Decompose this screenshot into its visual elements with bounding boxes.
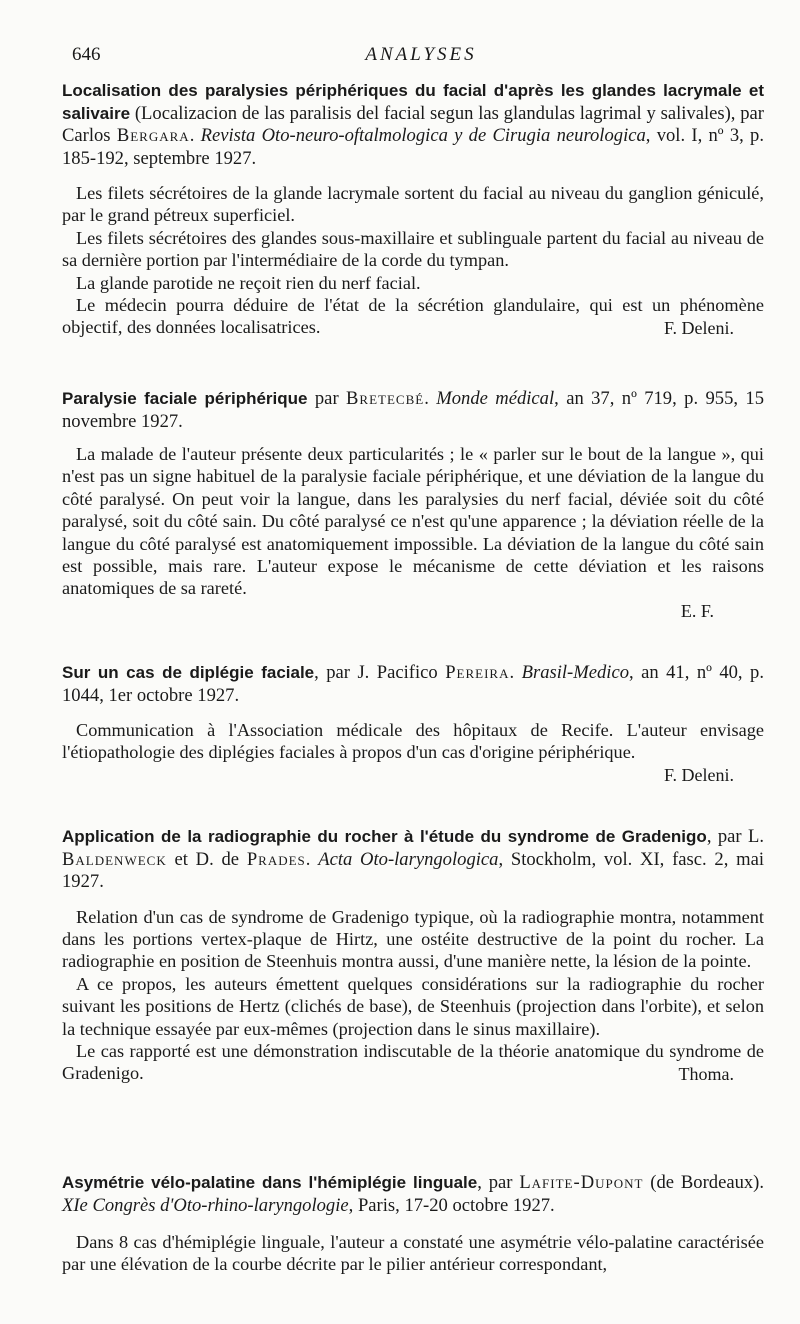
article-3 — [62, 662, 764, 786]
citation-text: , an 41, nº 40, p. 1044, 1er octobre 1927. — [62, 662, 764, 706]
citation-text: , par — [477, 1172, 520, 1193]
article-5 — [62, 1172, 764, 1276]
article-heading — [62, 80, 764, 170]
citation-text: (Localizacion de las paralisis del facial segun las glandulas lagrimal y salivales), par Carlos — [62, 102, 764, 146]
article-2 — [62, 388, 764, 622]
citation-text: . — [509, 662, 522, 683]
journal-name: Monde médical — [436, 388, 555, 409]
citation-text: , par L. — [706, 826, 764, 847]
article-heading — [62, 1172, 764, 1217]
article-paragraph: Les filets sécrétoires de la glande lacrymale sortent du facial au niveau du ganglion géniculé, par le grand pétreux superficiel. — [62, 183, 764, 226]
author-name: Prades — [246, 848, 306, 870]
article-4 — [62, 826, 764, 1085]
article-paragraph: Communication à l'Association médicale des hôpitaux de Recife. L'auteur envisage l'étiopathologie des diplégies faciales à propos d'un cas d'origine périphérique. — [62, 720, 764, 763]
article-paragraph: Les filets sécrétoires des glandes sous-maxillaire et sublinguale partent du facial au niveau de sa dernière portion par l'intermédiaire de la corde du tympan. — [62, 227, 764, 271]
author-name: Bergara — [116, 125, 190, 146]
article-heading — [62, 662, 764, 707]
article-paragraph: Le médecin pourra déduire de l'état de la sécrétion glandulaire, qui est un phénomène objectif, des données localisatrices. — [62, 295, 764, 338]
article-paragraph: A ce propos, les auteurs émettent quelques considérations sur la radiographie du rocher suivant les positions de Hertz (clichés de base), de Steenhuis (projection dans l'orbite), et selon la technique essayée par eux-mêmes (projection dans le sinus maxillaire). — [62, 973, 764, 1039]
citation-text: , Paris, 17-20 octobre 1927. — [348, 1194, 555, 1216]
journal-name: XIe Congrès d'Oto-rhino-laryngologie — [62, 1194, 349, 1216]
article-title: Sur un cas de diplégie faciale — [62, 663, 315, 682]
citation-text: et D. de — [166, 848, 247, 870]
article-signature: F. Deleni. — [663, 764, 734, 785]
article-title: Paralysie faciale périphérique — [62, 389, 308, 408]
citation-text: . — [424, 388, 437, 409]
page-number: 646 — [72, 44, 101, 65]
author-name: Pereira — [445, 662, 510, 683]
article-paragraph: La glande parotide ne reçoit rien du nerf facial. — [76, 272, 421, 293]
author-name: Lafite-Dupont — [519, 1172, 644, 1193]
article-signature: Thoma. — [678, 1063, 734, 1084]
citation-text: , an 37, nº 719, p. 955, 15 novembre 1927. — [62, 388, 765, 432]
journal-name: Revista Oto-neuro-oftalmologica y de Cirugia neurologica — [200, 125, 646, 146]
article-paragraph: Le cas rapporté est une démonstration indiscutable de la théorie anatomique du syndrome de Gradenigo. — [62, 1040, 764, 1084]
journal-name: Brasil-Medico — [521, 662, 629, 683]
citation-text: , Stockholm, vol. XI, fasc. 2, mai 1927. — [62, 848, 765, 892]
author-name: Bretecbé — [346, 388, 425, 409]
citation-text: (de Bordeaux). — [643, 1172, 765, 1193]
article-heading — [62, 388, 764, 433]
citation-text: , par J. Pacifico — [314, 662, 446, 683]
author-name: Baldenweck — [62, 848, 167, 870]
article-heading — [62, 826, 764, 894]
page-header — [72, 44, 770, 70]
article-paragraph: La malade de l'auteur présente deux particularités ; le « parler sur le bout de la langue », qui n'est pas un signe habituel de la paralysie faciale périphérique, et une déviation de la langue du côté paralysé. On peut voir la langue, dans les paralysies du nerf facial, déviée soit du côté paralysé, soit du côté sain. Du côté paralysé ce n'est qu'une apparence ; la déviation réelle de la langue du côté paralysé est anatomiquement impossible. La déviation de la langue du côté sain est possible, mais rare. L'auteur expose le mécanisme de cette déviation et les raisons anatomiques de sa rareté. — [62, 444, 764, 599]
citation-text: . — [189, 125, 201, 146]
article-signature: F. Deleni. — [663, 317, 734, 338]
journal-name: Acta Oto-laryngologica — [318, 848, 499, 870]
article-1 — [62, 80, 764, 339]
running-title: ANALYSES — [365, 44, 477, 65]
article-title: Localisation des paralysies périphériques du facial d'après les glandes lacrymale et salivaire — [62, 81, 764, 123]
citation-text: par — [307, 388, 347, 409]
article-paragraph: Dans 8 cas d'hémiplégie linguale, l'auteur a constaté une asymétrie vélo-palatine caractérisée par une élévation de la courbe décrite par le pilier antérieur correspondant, — [62, 1232, 764, 1275]
article-signature: E. F. — [680, 600, 714, 621]
article-paragraph: Relation d'un cas de syndrome de Gradenigo typique, où la radiographie montra, notamment dans les portions vertex-plaque de Hirtz, une ostéite destructive de la point du rocher. La radiographie en position de Steenhuis montra aussi, d'une manière nette, la lésion de la pointe. — [62, 906, 764, 972]
article-title: Application de la radiographie du rocher à l'étude du syndrome de Gradenigo — [62, 827, 707, 846]
citation-text: . — [305, 848, 319, 870]
citation-text: , vol. I, nº 3, p. 185-192, septembre 1927. — [62, 125, 764, 169]
article-title: Asymétrie vélo-palatine dans l'hémiplégie linguale — [62, 1173, 478, 1192]
